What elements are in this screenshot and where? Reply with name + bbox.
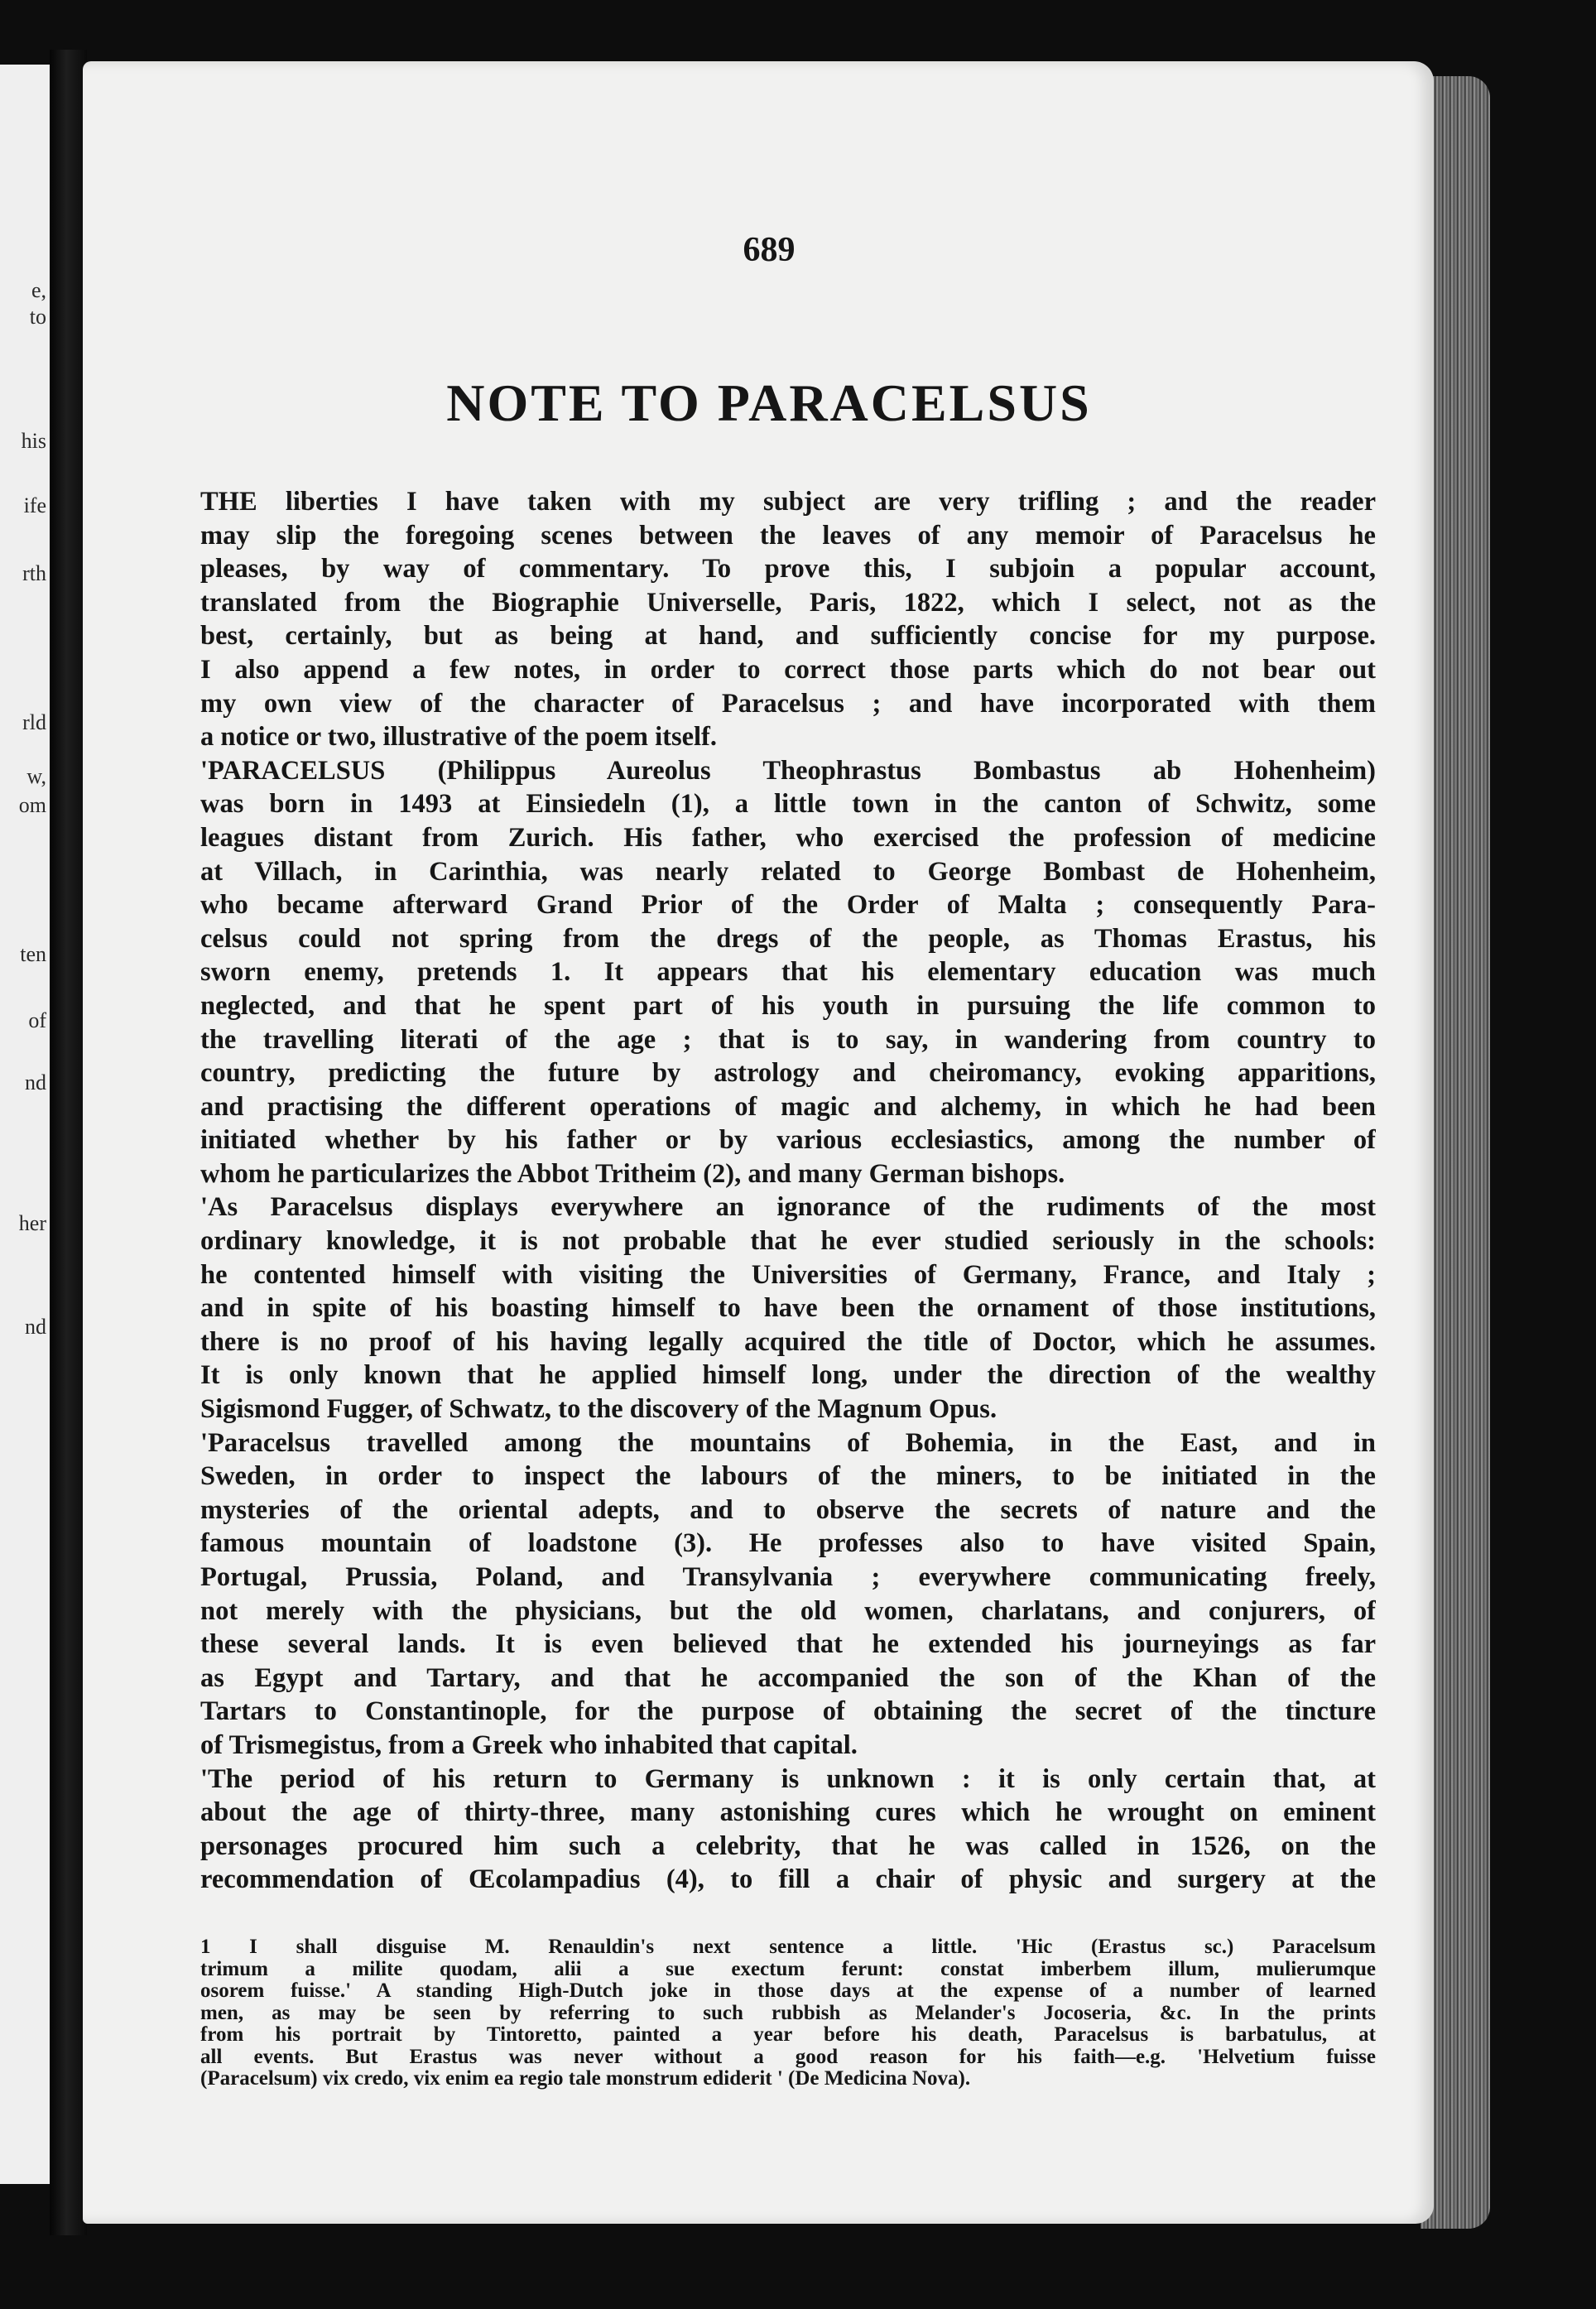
text-line: my own view of the character of Paracelsus ; and have incorporated with them	[200, 688, 1376, 719]
footnote-line: from his portrait by Tintoretto, painted a year before his death, Paracelsus is barbatulus, at	[200, 2024, 1376, 2046]
text-line: was born in 1493 at Einsiedeln (1), a little town in the canton of Schwitz, some	[200, 789, 1376, 820]
text-line: initiated whether by his father or by various ecclesiastics, among the number of	[200, 1125, 1376, 1156]
footnote-line: trimum a milite quodam, alii a sue exectum ferunt: constat imberbem illum, mulierumque	[200, 1958, 1376, 1980]
text-line: personages procured him such a celebrity, that he was called in 1526, on the	[200, 1830, 1376, 1861]
text-line: recommendation of Œcolampadius (4), to fill a chair of physic and surgery at the	[200, 1864, 1376, 1895]
left-page-fragment: nd	[25, 1070, 46, 1094]
text-line: Sigismond Fugger, of Schwatz, to the discovery of the Magnum Opus.	[200, 1394, 997, 1425]
text-line: these several lands. It is even believed that he extended his journeyings as far	[200, 1629, 1376, 1660]
left-page-fragment: of	[28, 1008, 46, 1032]
text-line: and practising the different operations of magic and alchemy, in which he had been	[200, 1091, 1376, 1122]
text-line: ordinary knowledge, it is not probable that he ever studied seriously in the schools:	[200, 1226, 1376, 1257]
left-page-fragment: om	[18, 793, 46, 817]
text-line: the travelling literati of the age ; that is to say, in wandering from country to	[200, 1024, 1376, 1055]
text-line: I also append a few notes, in order to correct those parts which do not bear out	[200, 654, 1376, 685]
text-line: he contented himself with visiting the Universities of Germany, France, and Italy ;	[200, 1259, 1376, 1290]
text-line: mysteries of the oriental adepts, and to observe the secrets of nature and the	[200, 1494, 1376, 1525]
page-number: 689	[743, 231, 796, 269]
left-page-fragment: nd	[25, 1315, 46, 1339]
text-line: THE liberties I have taken with my subject are very trifling ; and the reader	[200, 487, 1376, 517]
text-line: best, certainly, but as being at hand, and sufficiently concise for my purpose.	[200, 621, 1376, 652]
left-page-edge	[0, 65, 50, 2184]
text-line: Tartars to Constantinople, for the purpose of obtaining the secret of the tincture	[200, 1696, 1376, 1727]
footnote-line: osorem fuisse.' A standing High-Dutch joke in those days at the expense of a number of learned	[200, 1980, 1376, 2002]
text-line: neglected, and that he spent part of his youth in pursuing the life common to	[200, 990, 1376, 1021]
footnote-line: 1 I shall disguise M. Renauldin's next sentence a little. 'Hic (Erastus sc.) Paracelsum	[200, 1936, 1376, 1958]
left-page-fragment: her	[18, 1211, 46, 1235]
page-title: NOTE TO PARACELSUS	[446, 373, 1092, 432]
text-line: leagues distant from Zurich. His father, who exercised the profession of medicine	[200, 822, 1376, 853]
text-line: 'PARACELSUS (Philippus Aureolus Theophrastus Bombastus ab Hohenheim)	[200, 755, 1376, 786]
text-line: of Trismegistus, from a Greek who inhabited that capital.	[200, 1729, 858, 1760]
text-line: about the age of thirty-three, many astonishing cures which he wrought on eminent	[200, 1797, 1376, 1828]
left-page-fragment: rth	[22, 561, 46, 585]
book-spine	[50, 50, 87, 2235]
text-line: Portugal, Prussia, Poland, and Transylvania ; everywhere communicating freely,	[200, 1562, 1376, 1592]
footnote-line: men, as may be seen by referring to such rubbish as Melander's Jocoseria, &c. In the prints	[200, 2002, 1376, 2024]
text-line: Sweden, in order to inspect the labours of the miners, to be initiated in the	[200, 1461, 1376, 1492]
left-page-fragment: e,	[31, 278, 46, 302]
text-line: famous mountain of loadstone (3). He professes also to have visited Spain,	[200, 1528, 1376, 1559]
text-line: not merely with the physicians, but the old women, charlatans, and conjurers, of	[200, 1595, 1376, 1626]
left-page-fragment: to	[29, 305, 46, 329]
left-page-fragment: ten	[20, 942, 46, 966]
left-page-fragment: rld	[22, 710, 46, 734]
footnotes	[200, 1936, 1376, 2090]
text-line: pleases, by way of commentary. To prove this, I subjoin a popular account,	[200, 554, 1376, 584]
text-line: It is only known that he applied himself long, under the direction of the wealthy	[200, 1360, 1376, 1391]
left-page-fragment: ife	[23, 493, 46, 517]
text-line: a notice or two, illustrative of the poem itself.	[200, 722, 717, 753]
text-line: translated from the Biographie Universelle, Paris, 1822, which I select, not as the	[200, 587, 1376, 618]
footnote-line: (Paracelsum) vix credo, vix enim ea regio tale monstrum ediderit ' (De Medicina Nova).	[200, 2068, 971, 2090]
text-line: who became afterward Grand Prior of the Order of Malta ; consequently Para-	[200, 890, 1376, 921]
text-line: sworn enemy, pretends 1. It appears that his elementary education was much	[200, 957, 1376, 988]
body-text	[200, 485, 1376, 1897]
text-line: 'As Paracelsus displays everywhere an ignorance of the rudiments of the most	[200, 1192, 1376, 1223]
text-line: 'The period of his return to Germany is unknown : it is only certain that, at	[200, 1763, 1376, 1794]
book-page	[83, 61, 1434, 2224]
left-page-fragment: w,	[26, 764, 46, 788]
text-line: there is no proof of his having legally acquired the title of Doctor, which he assumes.	[200, 1326, 1376, 1357]
text-line: whom he particularizes the Abbot Tritheim (2), and many German bishops.	[200, 1158, 1065, 1189]
text-line: and in spite of his boasting himself to have been the ornament of those institutions,	[200, 1293, 1376, 1324]
text-line: celsus could not spring from the dregs of the people, as Thomas Erastus, his	[200, 923, 1376, 954]
text-line: may slip the foregoing scenes between the leaves of any memoir of Paracelsus he	[200, 520, 1376, 551]
text-line: country, predicting the future by astrology and cheiromancy, evoking apparitions,	[200, 1058, 1376, 1089]
text-line: 'Paracelsus travelled among the mountains of Bohemia, in the East, and in	[200, 1427, 1376, 1458]
text-line: as Egypt and Tartary, and that he accompanied the son of the Khan of the	[200, 1662, 1376, 1693]
text-line: at Villach, in Carinthia, was nearly related to George Bombast de Hohenheim,	[200, 856, 1376, 887]
footnote-line: all events. But Erastus was never without a good reason for his faith—e.g. 'Helvetium fuisse	[200, 2046, 1376, 2068]
left-page-fragment: his	[21, 429, 46, 453]
